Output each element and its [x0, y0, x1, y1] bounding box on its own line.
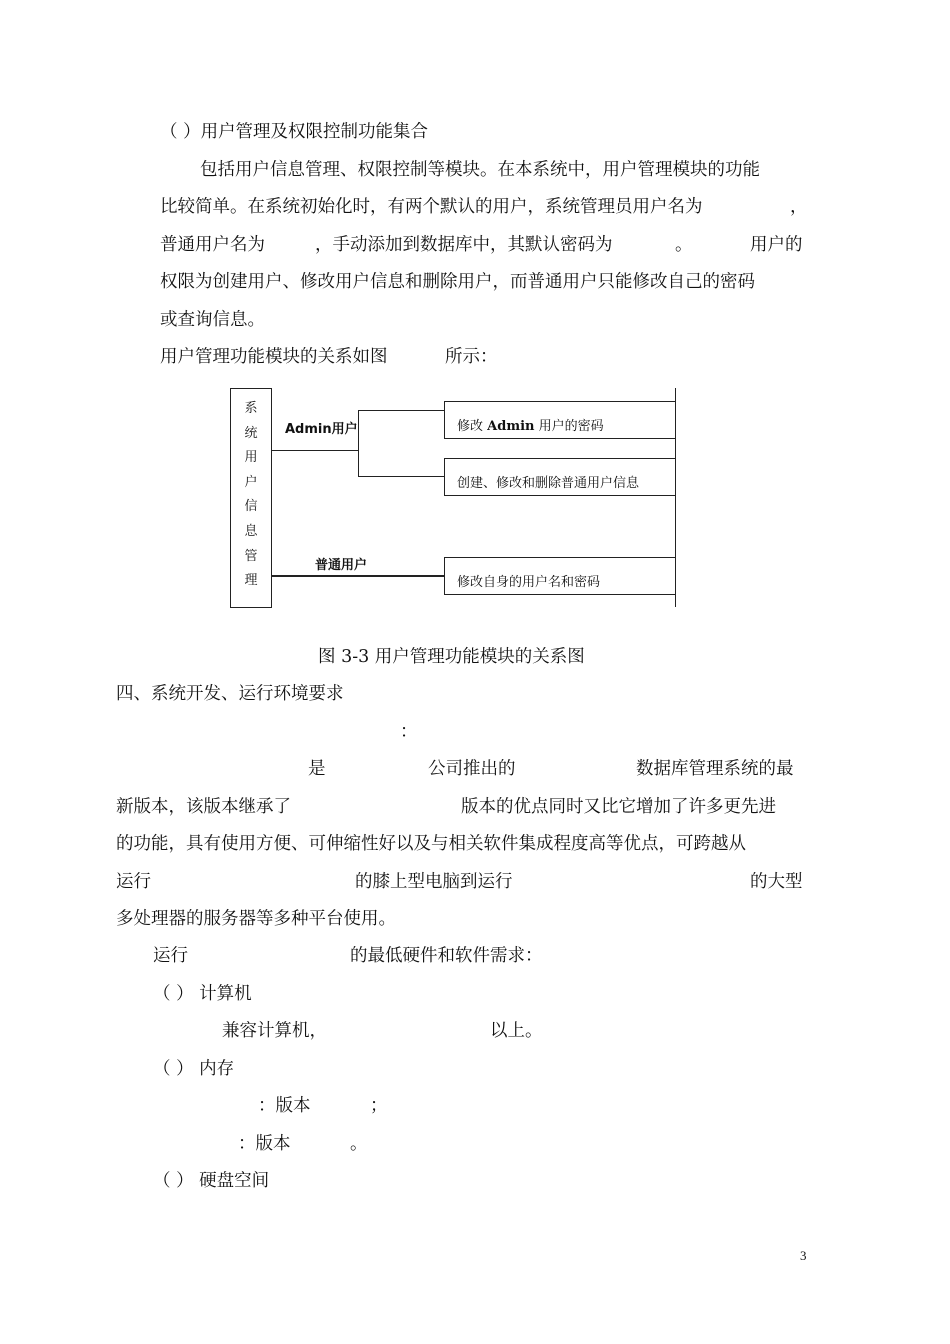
list-item-detail: 。 — [350, 1134, 368, 1154]
relationship-diagram — [0, 0, 950, 620]
paragraph-line: 权限为创建用户、修改用户信息和删除用户，而普通用户只能修改自己的密码 — [160, 272, 755, 292]
text-colon: ： — [400, 722, 418, 742]
list-item-detail: ：版本 — [258, 1096, 311, 1116]
paragraph-line: 的功能，具有使用方便、可伸缩性好以及与相关软件集成程度高等优点，可跨越从 — [116, 834, 746, 854]
paragraph-line: 比较简单。在系统初始化时，有两个默认的用户，系统管理员用户名为 — [160, 197, 703, 217]
figure-reference: 用户管理功能模块的关系如图 — [160, 347, 388, 367]
section-heading: 四、系统开发、运行环境要求 — [116, 684, 344, 704]
box-modify-own-credentials: 修改自身的用户名和密码 — [444, 557, 676, 595]
paragraph-line: 运行 — [153, 946, 188, 966]
paragraph-line: 包括用户信息管理、权限控制等模块。在本系统中，用户管理模块的功能 — [200, 160, 760, 180]
admin-user-label: Admin用户 — [285, 422, 358, 437]
paragraph-punct: 。 — [675, 235, 693, 255]
paragraph-line: 版本的优点同时又比它增加了许多更先进 — [461, 797, 776, 817]
connector-line — [358, 476, 444, 477]
figure-caption: 图 3-3 用户管理功能模块的关系图 — [318, 647, 585, 667]
paragraph-line: 是 — [308, 759, 326, 779]
paragraph-line: 或查询信息。 — [160, 310, 265, 330]
connector-line — [358, 410, 359, 476]
list-item-heading: （ ） 内存 — [153, 1059, 235, 1079]
root-box — [230, 388, 272, 608]
box-manage-normal-users: 创建、修改和删除普通用户信息 — [444, 458, 676, 496]
paragraph-line: 普通用户名为 — [160, 235, 265, 255]
root-box-label: 系 统 用 户 信 息 管 理 — [244, 401, 258, 589]
list-item-detail: 以上。 — [490, 1021, 543, 1041]
paragraph-punct: ， — [790, 197, 808, 217]
section-heading: （ ）用户管理及权限控制功能集合 — [160, 122, 429, 142]
paragraph-line: 数据库管理系统的最 — [636, 759, 794, 779]
list-item-detail: 兼容计算机， — [222, 1021, 327, 1041]
paragraph-line: 的大型 — [750, 872, 803, 892]
list-item-detail: ； — [370, 1096, 388, 1116]
connector-line — [271, 450, 359, 451]
connector-line — [271, 575, 444, 577]
paragraph-line: 用户的 — [750, 235, 803, 255]
paragraph-line: 运行 — [116, 872, 151, 892]
connector-line — [358, 410, 444, 411]
paragraph-line: 的最低硬件和软件需求： — [350, 946, 543, 966]
paragraph-line: 多处理器的服务器等多种平台使用。 — [116, 909, 396, 929]
paragraph-line: ，手动添加到数据库中，其默认密码为 — [315, 235, 613, 255]
normal-user-label: 普通用户 — [315, 558, 368, 573]
paragraph-line: 的膝上型电脑到运行 — [355, 872, 513, 892]
list-item-heading: （ ） 硬盘空间 — [153, 1171, 270, 1191]
list-item-detail: ：版本 — [238, 1134, 291, 1154]
box-modify-admin-password: 修改 Admin 用户的密码 — [444, 401, 676, 439]
page-number: 3 — [800, 1248, 807, 1263]
paragraph-line: 公司推出的 — [428, 759, 516, 779]
paragraph-line: 新版本，该版本继承了 — [116, 797, 291, 817]
figure-reference: 所示： — [445, 347, 498, 367]
list-item-heading: （ ） 计算机 — [153, 984, 252, 1004]
